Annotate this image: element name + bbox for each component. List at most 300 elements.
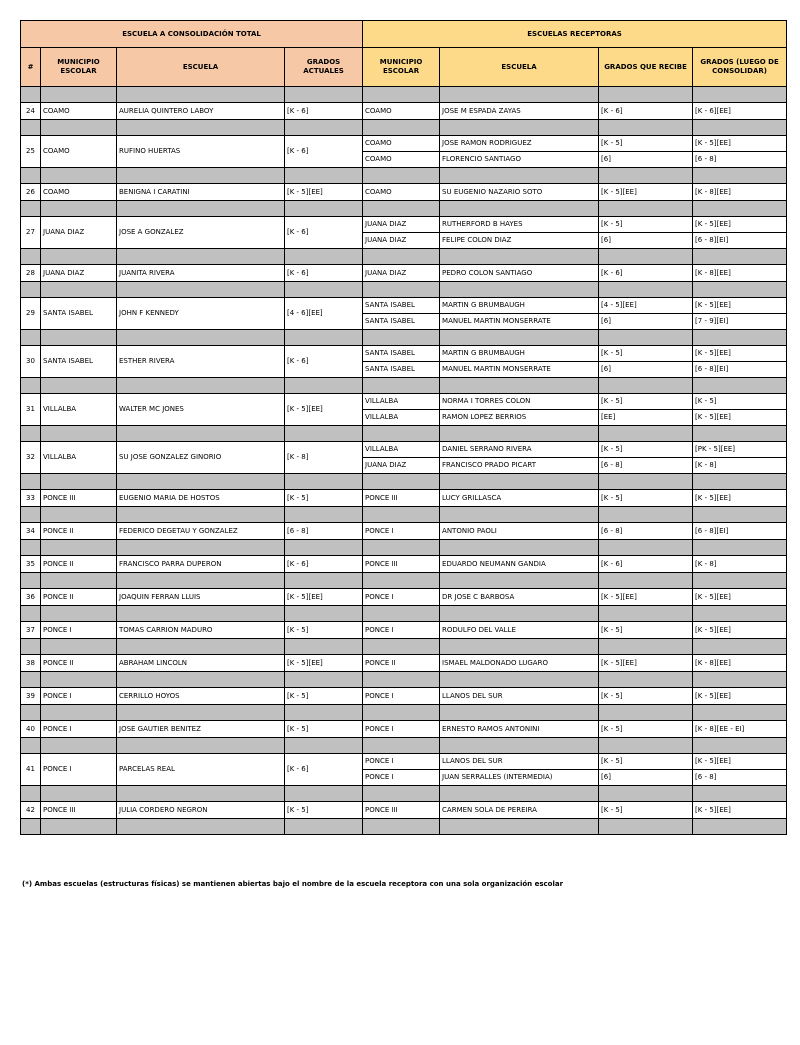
spacer-cell	[21, 705, 41, 721]
escuela-consolidacion: SU JOSE GONZALEZ GINORIO	[117, 442, 285, 474]
row-number: 27	[21, 217, 41, 249]
grados-recibe: [K - 5]	[599, 688, 693, 705]
spacer-cell	[693, 474, 787, 490]
spacer-cell	[41, 168, 117, 184]
column-header-grados-recibe: GRADOS QUE RECIBE	[599, 48, 693, 87]
escuela-consolidacion: BENIGNA I CARATINI	[117, 184, 285, 201]
escuela-consolidacion: ESTHER RIVERA	[117, 346, 285, 378]
escuela-receptora: MANUEL MARTIN MONSERRATE	[440, 362, 599, 378]
municipio-receptora: SANTA ISABEL	[363, 298, 440, 314]
spacer-row	[21, 672, 787, 688]
spacer-cell	[117, 201, 285, 217]
spacer-cell	[693, 573, 787, 589]
municipio-consolidacion: COAMO	[41, 103, 117, 120]
spacer-cell	[599, 786, 693, 802]
municipio-receptora: SANTA ISABEL	[363, 346, 440, 362]
municipio-consolidacion: VILLALBA	[41, 442, 117, 474]
spacer-cell	[41, 87, 117, 103]
grados-recibe: [K - 5]	[599, 490, 693, 507]
municipio-consolidacion: JUANA DIAZ	[41, 217, 117, 249]
municipio-consolidacion: PONCE II	[41, 523, 117, 540]
grados-recibe: [K - 5]	[599, 802, 693, 819]
spacer-cell	[363, 87, 440, 103]
spacer-cell	[285, 330, 363, 346]
spacer-row	[21, 426, 787, 442]
spacer-cell	[285, 705, 363, 721]
municipio-consolidacion: PONCE II	[41, 655, 117, 672]
table-row	[21, 655, 787, 672]
escuela-receptora: EDUARDO NEUMANN GANDIA	[440, 556, 599, 573]
grados-actuales: [K - 5][EE]	[285, 394, 363, 426]
spacer-cell	[285, 201, 363, 217]
spacer-cell	[440, 738, 599, 754]
spacer-cell	[117, 282, 285, 298]
municipio-receptora: COAMO	[363, 152, 440, 168]
spacer-row	[21, 201, 787, 217]
municipio-consolidacion: PONCE III	[41, 490, 117, 507]
spacer-cell	[693, 639, 787, 655]
spacer-cell	[363, 330, 440, 346]
escuela-consolidacion: JUANITA RIVERA	[117, 265, 285, 282]
spacer-cell	[21, 378, 41, 394]
spacer-row	[21, 705, 787, 721]
municipio-receptora: COAMO	[363, 136, 440, 152]
column-header-municipio-right: MUNICIPIO ESCOLAR	[363, 48, 440, 87]
municipio-consolidacion: PONCE II	[41, 556, 117, 573]
spacer-cell	[117, 426, 285, 442]
spacer-cell	[21, 201, 41, 217]
grados-recibe: [6]	[599, 362, 693, 378]
grados-actuales: [K - 5]	[285, 688, 363, 705]
spacer-cell	[41, 705, 117, 721]
column-header-escuela-left: ESCUELA	[117, 48, 285, 87]
table-row	[21, 589, 787, 606]
spacer-cell	[599, 378, 693, 394]
spacer-cell	[693, 606, 787, 622]
escuela-receptora: LLANOS DEL SUR	[440, 688, 599, 705]
spacer-cell	[41, 639, 117, 655]
spacer-cell	[693, 786, 787, 802]
escuela-receptora: JOSE M ESPADA ZAYAS	[440, 103, 599, 120]
spacer-cell	[599, 474, 693, 490]
spacer-cell	[41, 573, 117, 589]
municipio-consolidacion: COAMO	[41, 184, 117, 201]
escuela-receptora: DANIEL SERRANO RIVERA	[440, 442, 599, 458]
column-header-num: #	[21, 48, 41, 87]
column-header-municipio-left: MUNICIPIO ESCOLAR	[41, 48, 117, 87]
grados-actuales: [K - 5][EE]	[285, 589, 363, 606]
escuela-receptora: ANTONIO PAOLI	[440, 523, 599, 540]
spacer-cell	[363, 201, 440, 217]
spacer-cell	[117, 606, 285, 622]
escuela-consolidacion: JULIA CORDERO NEGRON	[117, 802, 285, 819]
grados-actuales: [K - 6]	[285, 217, 363, 249]
spacer-cell	[117, 540, 285, 556]
spacer-row	[21, 738, 787, 754]
escuela-receptora: RODULFO DEL VALLE	[440, 622, 599, 639]
spacer-cell	[440, 330, 599, 346]
spacer-cell	[21, 573, 41, 589]
table-row	[21, 721, 787, 738]
grados-luego: [K - 5][EE]	[693, 410, 787, 426]
grados-actuales: [K - 5]	[285, 802, 363, 819]
grados-recibe: [K - 6]	[599, 265, 693, 282]
escuela-consolidacion: TOMAS CARRION MADURO	[117, 622, 285, 639]
table-row	[21, 523, 787, 540]
municipio-receptora: VILLALBA	[363, 442, 440, 458]
spacer-cell	[41, 120, 117, 136]
municipio-receptora: PONCE III	[363, 490, 440, 507]
municipio-receptora: PONCE I	[363, 523, 440, 540]
spacer-cell	[363, 120, 440, 136]
escuela-receptora: CARMEN SOLA DE PEREIRA	[440, 802, 599, 819]
spacer-cell	[117, 507, 285, 523]
spacer-cell	[117, 705, 285, 721]
municipio-consolidacion: PONCE I	[41, 622, 117, 639]
spacer-cell	[363, 282, 440, 298]
spacer-cell	[363, 249, 440, 265]
table-row	[21, 136, 787, 152]
grados-luego: [K - 5][EE]	[693, 622, 787, 639]
row-number: 36	[21, 589, 41, 606]
municipio-receptora: COAMO	[363, 184, 440, 201]
municipio-receptora: SANTA ISABEL	[363, 314, 440, 330]
table-row	[21, 490, 787, 507]
spacer-cell	[440, 282, 599, 298]
spacer-cell	[21, 738, 41, 754]
municipio-consolidacion: PONCE I	[41, 721, 117, 738]
spacer-cell	[440, 120, 599, 136]
municipio-receptora: COAMO	[363, 103, 440, 120]
spacer-cell	[285, 426, 363, 442]
municipio-consolidacion: JUANA DIAZ	[41, 265, 117, 282]
spacer-cell	[41, 819, 117, 835]
spacer-row	[21, 507, 787, 523]
grados-actuales: [4 - 6][EE]	[285, 298, 363, 330]
spacer-cell	[440, 168, 599, 184]
table-row	[21, 622, 787, 639]
grados-luego: [K - 6][EE]	[693, 103, 787, 120]
spacer-cell	[363, 606, 440, 622]
escuela-receptora: LLANOS DEL SUR	[440, 754, 599, 770]
municipio-consolidacion: COAMO	[41, 136, 117, 168]
escuela-receptora: JUAN SERRALLES (INTERMEDIA)	[440, 770, 599, 786]
spacer-cell	[21, 120, 41, 136]
grados-actuales: [K - 5][EE]	[285, 655, 363, 672]
spacer-cell	[41, 507, 117, 523]
spacer-row	[21, 819, 787, 835]
grados-luego: [6 - 8][EI]	[693, 523, 787, 540]
spacer-cell	[363, 540, 440, 556]
spacer-cell	[693, 201, 787, 217]
row-number: 39	[21, 688, 41, 705]
escuela-receptora: ISMAEL MALDONADO LUGARO	[440, 655, 599, 672]
municipio-receptora: JUANA DIAZ	[363, 265, 440, 282]
table-row	[21, 754, 787, 770]
spacer-cell	[693, 87, 787, 103]
grados-luego: [K - 5][EE]	[693, 298, 787, 314]
municipio-consolidacion: PONCE I	[41, 754, 117, 786]
spacer-cell	[693, 168, 787, 184]
spacer-cell	[285, 606, 363, 622]
spacer-cell	[21, 330, 41, 346]
escuela-receptora: DR JOSE C BARBOSA	[440, 589, 599, 606]
spacer-cell	[21, 249, 41, 265]
spacer-cell	[41, 330, 117, 346]
spacer-cell	[117, 120, 285, 136]
escuela-receptora: RAMON LOPEZ BERRIOS	[440, 410, 599, 426]
escuela-consolidacion: JOSE A GONZALEZ	[117, 217, 285, 249]
spacer-cell	[440, 249, 599, 265]
spacer-cell	[21, 87, 41, 103]
municipio-receptora: VILLALBA	[363, 410, 440, 426]
grados-actuales: [K - 6]	[285, 346, 363, 378]
grados-recibe: [6]	[599, 233, 693, 249]
spacer-cell	[285, 87, 363, 103]
municipio-receptora: PONCE I	[363, 721, 440, 738]
spacer-cell	[363, 378, 440, 394]
escuela-consolidacion: EUGENIO MARIA DE HOSTOS	[117, 490, 285, 507]
spacer-cell	[440, 606, 599, 622]
spacer-cell	[41, 474, 117, 490]
spacer-cell	[599, 330, 693, 346]
grados-recibe: [K - 5]	[599, 394, 693, 410]
spacer-cell	[41, 672, 117, 688]
grados-luego: [K - 8][EE - EI]	[693, 721, 787, 738]
spacer-cell	[440, 639, 599, 655]
spacer-cell	[285, 672, 363, 688]
spacer-cell	[599, 819, 693, 835]
table-body	[21, 87, 787, 835]
spacer-row	[21, 573, 787, 589]
spacer-cell	[41, 249, 117, 265]
spacer-cell	[693, 819, 787, 835]
grados-luego: [K - 5][EE]	[693, 688, 787, 705]
spacer-cell	[21, 786, 41, 802]
footnote: (*) Ambas escuelas (estructuras físicas) se mantienen abiertas bajo el nombre de la escuela receptora con una sola organización escolar	[22, 880, 564, 888]
spacer-cell	[363, 786, 440, 802]
spacer-cell	[285, 249, 363, 265]
grados-actuales: [K - 6]	[285, 556, 363, 573]
spacer-row	[21, 282, 787, 298]
spacer-cell	[285, 507, 363, 523]
spacer-cell	[599, 738, 693, 754]
grados-luego: [K - 8][EE]	[693, 655, 787, 672]
spacer-cell	[599, 606, 693, 622]
grados-recibe: [K - 5]	[599, 136, 693, 152]
spacer-cell	[363, 738, 440, 754]
grados-recibe: [6]	[599, 314, 693, 330]
grados-recibe: [K - 5][EE]	[599, 589, 693, 606]
municipio-consolidacion: PONCE II	[41, 589, 117, 606]
spacer-row	[21, 378, 787, 394]
spacer-row	[21, 168, 787, 184]
municipio-receptora: VILLALBA	[363, 394, 440, 410]
table-row	[21, 556, 787, 573]
spacer-cell	[599, 573, 693, 589]
table-row	[21, 217, 787, 233]
grados-luego: [6 - 8][EI]	[693, 233, 787, 249]
row-number: 41	[21, 754, 41, 786]
spacer-cell	[599, 426, 693, 442]
grados-recibe: [6 - 8]	[599, 458, 693, 474]
spacer-row	[21, 330, 787, 346]
spacer-cell	[599, 168, 693, 184]
spacer-row	[21, 540, 787, 556]
table-row	[21, 184, 787, 201]
grados-actuales: [K - 5]	[285, 490, 363, 507]
spacer-cell	[440, 426, 599, 442]
spacer-cell	[117, 738, 285, 754]
municipio-receptora: PONCE III	[363, 556, 440, 573]
spacer-cell	[599, 120, 693, 136]
grados-recibe: [K - 5]	[599, 721, 693, 738]
grados-recibe: [K - 5]	[599, 442, 693, 458]
grados-luego: [K - 8][EE]	[693, 184, 787, 201]
spacer-cell	[117, 672, 285, 688]
spacer-cell	[363, 474, 440, 490]
grados-actuales: [K - 6]	[285, 265, 363, 282]
grados-luego: [K - 5][EE]	[693, 136, 787, 152]
row-number: 37	[21, 622, 41, 639]
table-row	[21, 802, 787, 819]
escuela-receptora: LUCY GRILLASCA	[440, 490, 599, 507]
grados-actuales: [6 - 8]	[285, 523, 363, 540]
municipio-receptora: PONCE I	[363, 754, 440, 770]
escuela-receptora: RUTHERFORD B HAYES	[440, 217, 599, 233]
municipio-receptora: PONCE I	[363, 622, 440, 639]
grados-luego: [K - 5][EE]	[693, 754, 787, 770]
escuela-receptora: MARTIN G BRUMBAUGH	[440, 298, 599, 314]
spacer-cell	[285, 474, 363, 490]
spacer-cell	[117, 786, 285, 802]
spacer-cell	[363, 819, 440, 835]
spacer-cell	[599, 201, 693, 217]
escuela-consolidacion: AURELIA QUINTERO LABOY	[117, 103, 285, 120]
grados-luego: [K - 5][EE]	[693, 802, 787, 819]
spacer-cell	[599, 540, 693, 556]
escuela-receptora: ERNESTO RAMOS ANTONINI	[440, 721, 599, 738]
table-row	[21, 442, 787, 458]
spacer-cell	[599, 507, 693, 523]
spacer-cell	[117, 474, 285, 490]
spacer-cell	[117, 573, 285, 589]
spacer-cell	[440, 87, 599, 103]
municipio-receptora: PONCE I	[363, 688, 440, 705]
row-number: 24	[21, 103, 41, 120]
municipio-receptora: JUANA DIAZ	[363, 233, 440, 249]
row-number: 29	[21, 298, 41, 330]
spacer-cell	[117, 639, 285, 655]
grados-actuales: [K - 8]	[285, 442, 363, 474]
municipio-receptora: PONCE III	[363, 802, 440, 819]
spacer-cell	[440, 201, 599, 217]
spacer-cell	[693, 507, 787, 523]
row-number: 30	[21, 346, 41, 378]
escuela-receptora: FELIPE COLON DIAZ	[440, 233, 599, 249]
grados-recibe: [6]	[599, 152, 693, 168]
spacer-cell	[693, 426, 787, 442]
grados-actuales: [K - 6]	[285, 103, 363, 120]
row-number: 33	[21, 490, 41, 507]
escuela-receptora: NORMA I TORRES COLON	[440, 394, 599, 410]
grados-actuales: [K - 5]	[285, 721, 363, 738]
escuela-consolidacion: JOSE GAUTIER BENITEZ	[117, 721, 285, 738]
spacer-cell	[41, 738, 117, 754]
spacer-cell	[21, 282, 41, 298]
escuela-consolidacion: ABRAHAM LINCOLN	[117, 655, 285, 672]
municipio-consolidacion: PONCE III	[41, 802, 117, 819]
table-row	[21, 265, 787, 282]
spacer-cell	[693, 540, 787, 556]
row-number: 25	[21, 136, 41, 168]
grados-recibe: [K - 5]	[599, 217, 693, 233]
spacer-cell	[693, 282, 787, 298]
spacer-cell	[21, 474, 41, 490]
spacer-cell	[21, 606, 41, 622]
spacer-cell	[285, 540, 363, 556]
spacer-cell	[117, 819, 285, 835]
spacer-cell	[41, 378, 117, 394]
spacer-cell	[693, 705, 787, 721]
spacer-cell	[117, 168, 285, 184]
grados-luego: [K - 5][EE]	[693, 589, 787, 606]
spacer-row	[21, 639, 787, 655]
spacer-cell	[693, 738, 787, 754]
spacer-cell	[363, 168, 440, 184]
grados-recibe: [EE]	[599, 410, 693, 426]
municipio-consolidacion: PONCE I	[41, 688, 117, 705]
spacer-cell	[117, 330, 285, 346]
table-row	[21, 103, 787, 120]
grados-recibe: [K - 5][EE]	[599, 655, 693, 672]
spacer-cell	[285, 573, 363, 589]
row-number: 26	[21, 184, 41, 201]
municipio-receptora: PONCE II	[363, 655, 440, 672]
spacer-cell	[363, 705, 440, 721]
grados-luego: [K - 5][EE]	[693, 490, 787, 507]
group-header-consolidacion: ESCUELA A CONSOLIDACIÓN TOTAL	[21, 21, 363, 48]
spacer-cell	[41, 282, 117, 298]
escuela-consolidacion: RUFINO HUERTAS	[117, 136, 285, 168]
spacer-cell	[440, 573, 599, 589]
spacer-row	[21, 120, 787, 136]
spacer-cell	[285, 120, 363, 136]
municipio-receptora: SANTA ISABEL	[363, 362, 440, 378]
spacer-cell	[599, 282, 693, 298]
spacer-cell	[21, 639, 41, 655]
grados-luego: [K - 5][EE]	[693, 217, 787, 233]
spacer-cell	[693, 249, 787, 265]
spacer-cell	[440, 540, 599, 556]
escuela-receptora: JOSE RAMON RODRIGUEZ	[440, 136, 599, 152]
grados-recibe: [4 - 5][EE]	[599, 298, 693, 314]
spacer-cell	[117, 378, 285, 394]
municipio-consolidacion: SANTA ISABEL	[41, 346, 117, 378]
grados-recibe: [K - 6]	[599, 103, 693, 120]
row-number: 40	[21, 721, 41, 738]
municipio-receptora: JUANA DIAZ	[363, 458, 440, 474]
row-number: 32	[21, 442, 41, 474]
spacer-cell	[440, 672, 599, 688]
row-number: 31	[21, 394, 41, 426]
spacer-cell	[21, 540, 41, 556]
spacer-cell	[41, 786, 117, 802]
escuela-consolidacion: JOHN F KENNEDY	[117, 298, 285, 330]
spacer-cell	[599, 87, 693, 103]
spacer-cell	[693, 672, 787, 688]
municipio-receptora: PONCE I	[363, 770, 440, 786]
